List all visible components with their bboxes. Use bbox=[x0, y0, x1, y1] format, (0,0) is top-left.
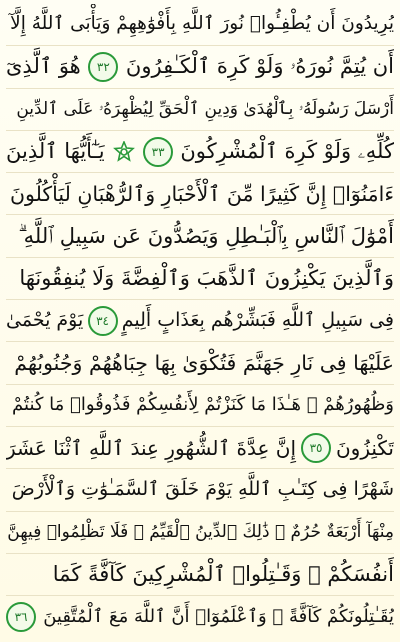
verse-line bbox=[6, 596, 394, 638]
verse-text: أَن يُتِمَّ نُورَهُۥ وَلَوْ كَرِهَ ٱلْكَـٰفِرُونَ bbox=[125, 54, 394, 79]
verse-text: وَظُهُورُهُمْ ۖ هَـٰذَا مَا كَنَزْتُمْ لِأَنفُسِكُمْ فَذُوقُوا۟ مَا كُنتُمْ bbox=[12, 394, 394, 416]
verse-text: يَوْمَ يُحْمَىٰ bbox=[6, 309, 84, 332]
verse-text: وَٱلَّذِينَ يَكْنِزُونَ ٱلذَّهَبَ وَٱلْفِضَّةَ وَلَا يُنفِقُونَهَا bbox=[19, 265, 394, 290]
verse-text: أَرْسَلَ رَسُولَهُۥ بِٱلْهُدَىٰ وَدِينِ ٱلْحَقِّ لِيُظْهِرَهُۥ عَلَى ٱلدِّينِ bbox=[16, 98, 394, 119]
verse-text: ءَامَنُوٓا۟ إِنَّ كَثِيرًا مِّنَ ٱلْأَحْبَارِ وَٱلرُّهْبَانِ لَيَأْكُلُونَ bbox=[9, 181, 394, 206]
verse-line bbox=[6, 385, 394, 427]
verse-text: أَمْوَٰلَ ٱلنَّاسِ بِٱلْبَـٰطِلِ وَيَصُدُّونَ عَن سَبِيلِ ٱللَّهِ ۗ bbox=[18, 223, 394, 248]
verse-text: يَـٰٓأَيُّهَا ٱلَّذِينَ bbox=[6, 139, 105, 164]
verse-line bbox=[6, 512, 394, 554]
ayah-number-marker: ٣٢ bbox=[88, 52, 118, 82]
ayah-number-marker: ٣٥ bbox=[301, 433, 331, 463]
hizb-star-icon bbox=[112, 140, 136, 164]
verse-line bbox=[6, 89, 394, 131]
verse-text: تَكْنِزُونَ bbox=[335, 435, 394, 460]
verse-line bbox=[6, 131, 394, 173]
ayah-number-marker: ٣٣ bbox=[143, 137, 173, 167]
ayah-number-marker: ٣٤ bbox=[88, 306, 118, 336]
verse-line bbox=[6, 173, 394, 215]
verse-text: يُقَـٰتِلُونَكُمْ كَآفَّةً ۚ وَٱعْلَمُوٓا۟ أَنَّ ٱللَّهَ مَعَ ٱلْمُتَّقِينَ bbox=[43, 606, 394, 628]
verse-text: فِى سَبِيلِ ٱللَّهِ فَبَشِّرْهُم بِعَذَابٍ أَلِيمٍ bbox=[121, 309, 394, 332]
verse-text: شَهْرًا فِى كِتَـٰبِ ٱللَّهِ يَوْمَ خَلَقَ ٱلسَّمَـٰوَٰتِ وَٱلْأَرْضَ bbox=[11, 478, 394, 501]
verse-text: عَلَيْهَا فِى نَارِ جَهَنَّمَ فَتُكْوَىٰ بِهَا جِبَاهُهُمْ وَجُنُوبُهُمْ bbox=[14, 350, 394, 375]
verse-line bbox=[6, 554, 394, 596]
verse-line bbox=[6, 300, 394, 342]
verse-lines bbox=[6, 4, 394, 638]
verse-line bbox=[6, 469, 394, 511]
verse-text: أَنفُسَكُمْ ۚ وَقَـٰتِلُوا۟ ٱلْمُشْرِكِينَ كَآفَّةً كَمَا bbox=[52, 562, 394, 586]
verse-text: يُرِيدُونَ أَن يُطْفِـُٔوا۟ نُورَ ٱللَّهِ بِأَفْوَٰهِهِمْ وَيَأْبَى ٱللَّهُ إِلَّآ bbox=[10, 13, 394, 35]
verse-line bbox=[6, 215, 394, 257]
verse-text: هُوَ ٱلَّذِىٓ bbox=[6, 54, 81, 79]
verse-line bbox=[6, 4, 394, 46]
verse-line bbox=[6, 427, 394, 469]
verse-text: كُلِّهِۦ وَلَوْ كَرِهَ ٱلْمُشْرِكُونَ bbox=[180, 139, 394, 164]
verse-line bbox=[6, 46, 394, 88]
verse-text: مِنْهَآ أَرْبَعَةٌ حُرُمٌ ۚ ذَٰلِكَ ٱلدِّينُ ٱلْقَيِّمُ ۚ فَلَا تَظْلِمُوا۟ فِيهِنَّ bbox=[7, 521, 394, 542]
verse-text: إِنَّ عِدَّةَ ٱلشُّهُورِ عِندَ ٱللَّهِ ٱثْنَا عَشَرَ bbox=[6, 435, 297, 460]
verse-line bbox=[6, 258, 394, 300]
verse-line bbox=[6, 342, 394, 384]
ayah-number-marker: ٣٦ bbox=[6, 602, 36, 632]
